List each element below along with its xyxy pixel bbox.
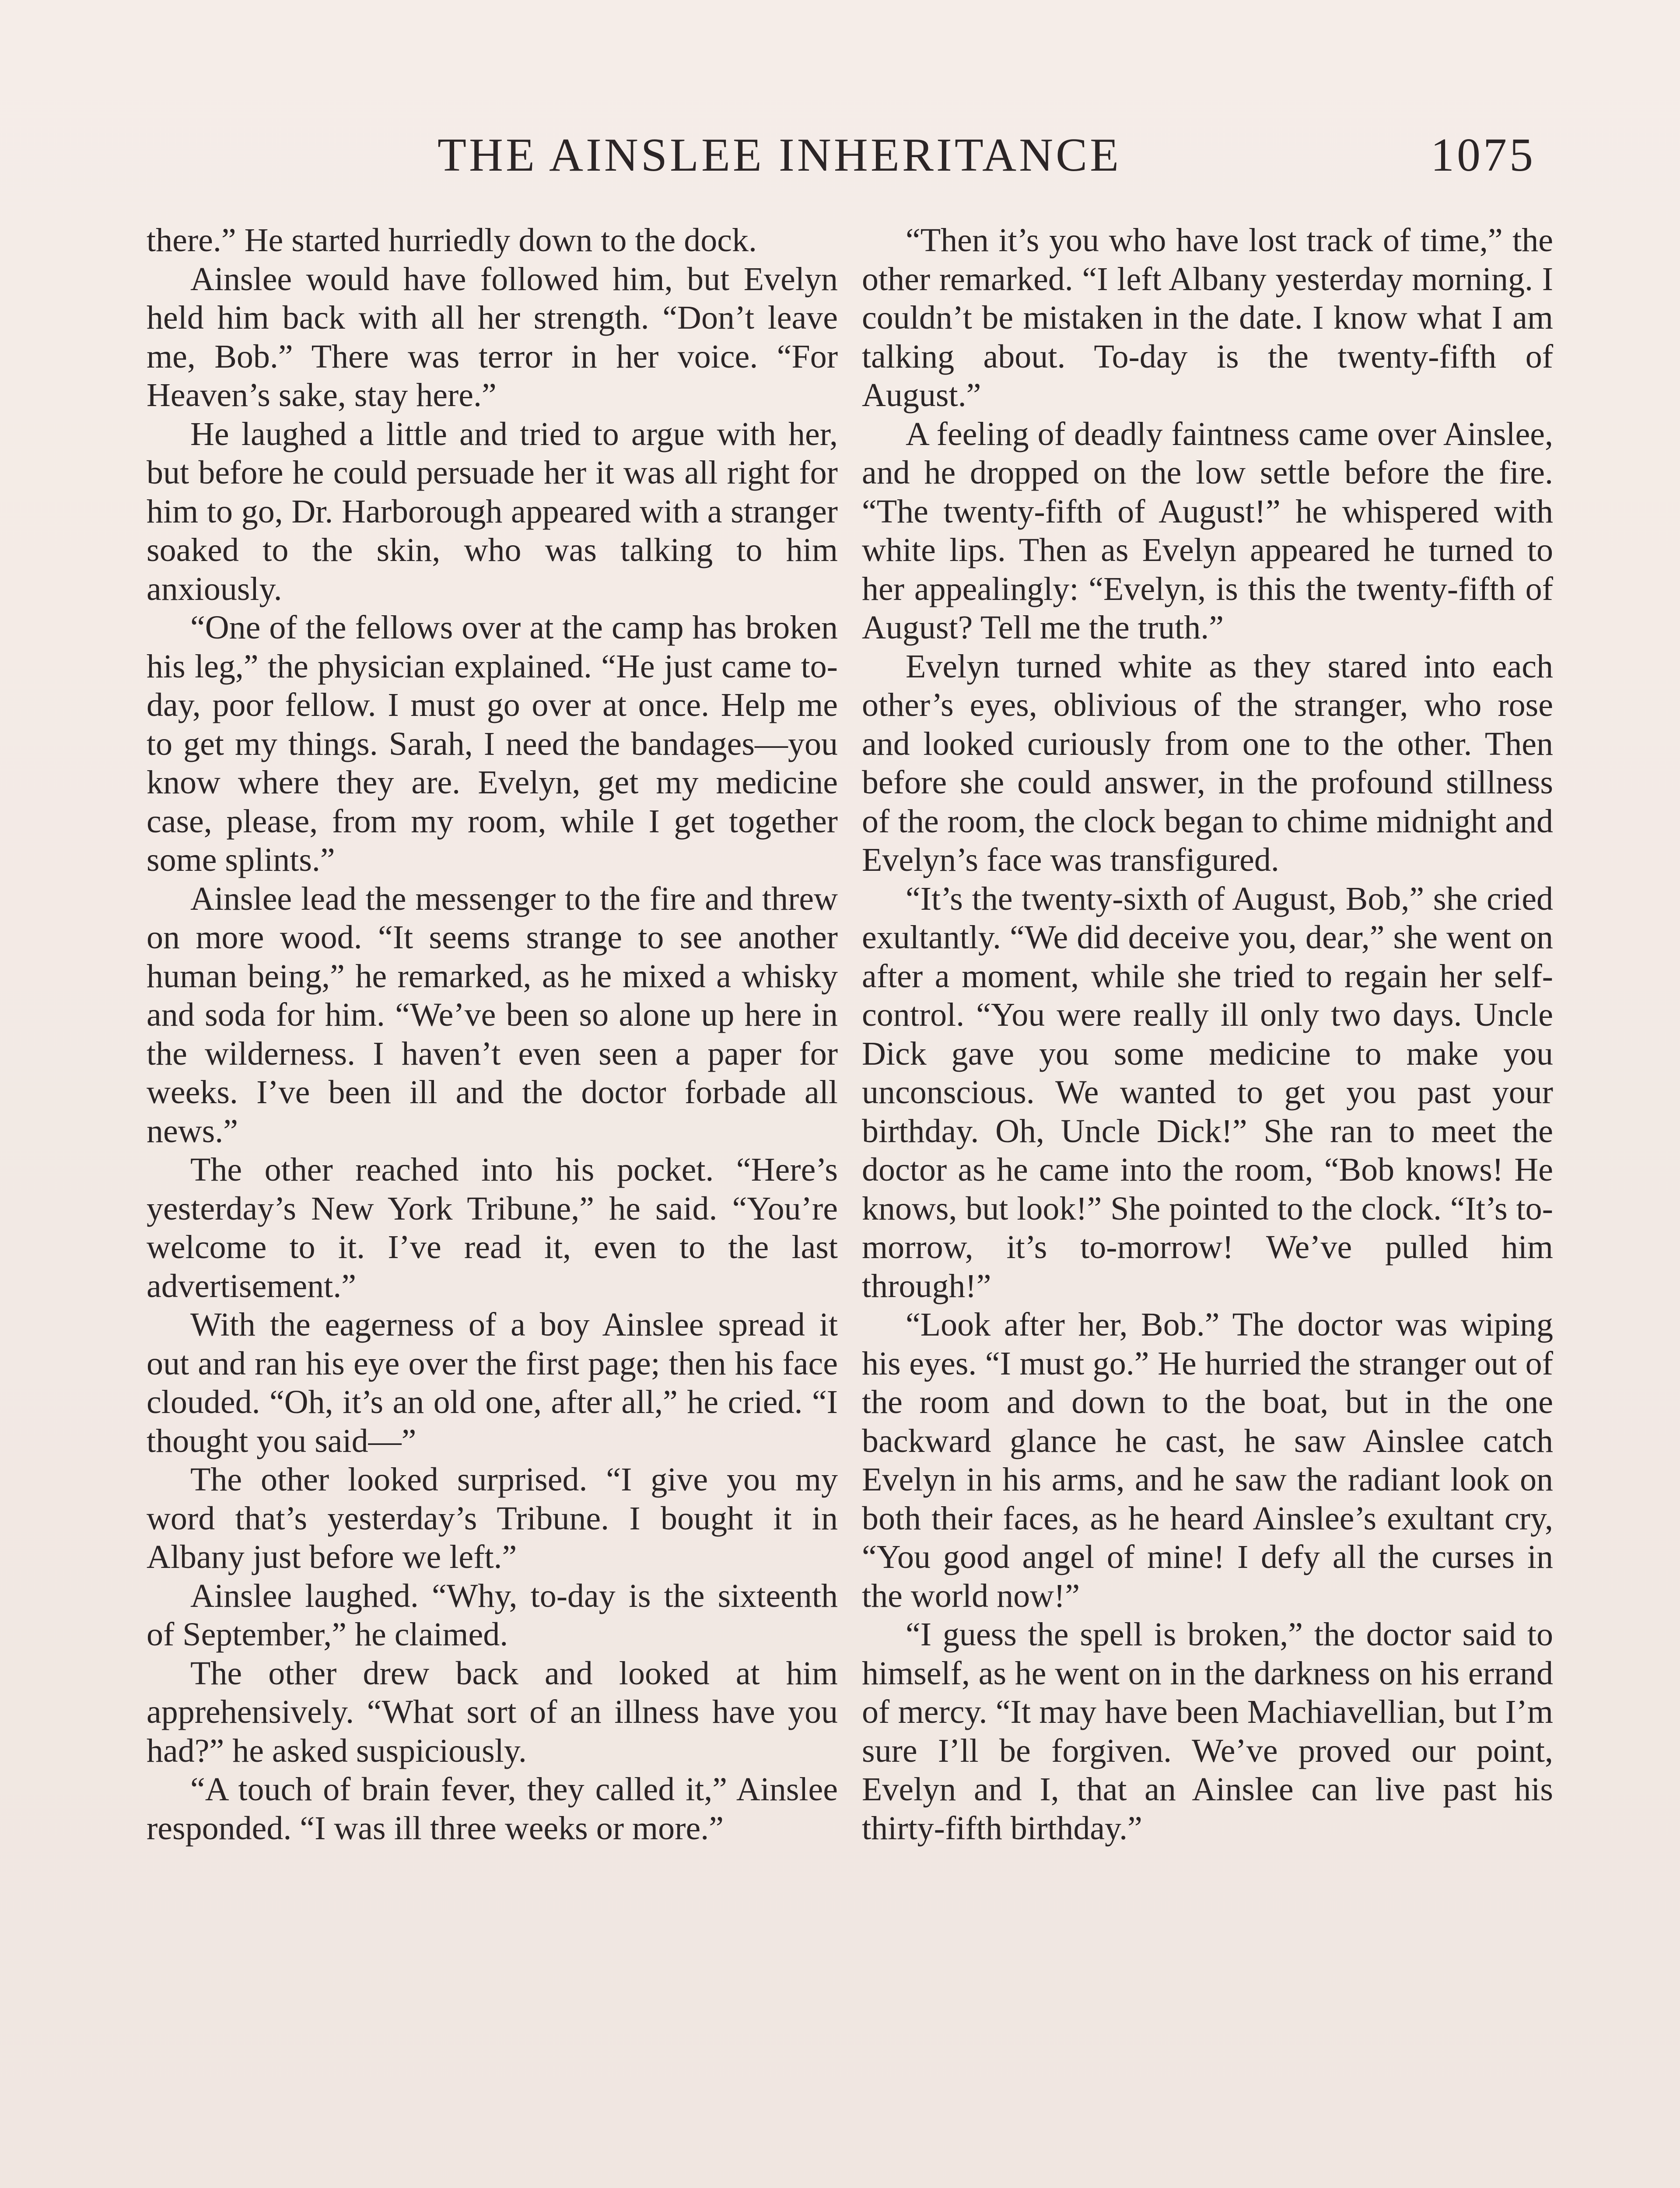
left-column (147, 221, 838, 1848)
paragraph: With the eagerness of a boy Ainslee spread it out and ran his eye over the first page; then his face clouded. “Oh, it’s an old one, after all,” he cried. “I thought you said—” (147, 1306, 838, 1459)
paragraph: Evelyn turned white as they stared into each other’s eyes, oblivious of the stranger, who rose and looked curiously from one to the other. Then before she could answer, in the profound stillness of the room, the clock began to chime midnight and Evelyn’s face was transfigured. (862, 648, 1553, 878)
paragraph: “Then it’s you who have lost track of time,” the other remarked. “I left Albany yesterday morning. I couldn’t be mistaken in the date. I know what I am talking about. To-day is the twenty-fifth of August.” (862, 222, 1553, 414)
paragraph: Ainslee would have followed him, but Evelyn held him back with all her strength. “Don’t leave me, Bob.” There was terror in her voice. “For Heaven’s sake, stay here.” (147, 260, 838, 414)
paragraph: there.” He started hurriedly down to the dock. (147, 222, 757, 259)
paragraph: Ainslee laughed. “Why, to-day is the sixteenth of September,” he claimed. (147, 1577, 838, 1653)
running-title: THE AINSLEE INHERITANCE (438, 129, 1122, 181)
paragraph: “I guess the spell is broken,” the doctor said to himself, as he went on in the darkness on his errand of mercy. “It may have been Machiavellian, but I’m sure I’ll be forgiven. We’ve proved our point, Evelyn and I, that an Ainslee can live past his thirty-fifth birthday.” (862, 1616, 1553, 1847)
paragraph: “A touch of brain fever, they called it,” Ainslee responded. “I was ill three weeks or more.” (147, 1771, 838, 1847)
paragraph: The other drew back and looked at him apprehensively. “What sort of an illness have you had?” he asked suspiciously. (147, 1655, 838, 1769)
paragraph: A feeling of deadly faintness came over Ainslee, and he dropped on the low settle before the fire. “The twenty-fifth of August!” he whispered with white lips. Then as Evelyn appeared he turned to her appealingly: “Evelyn, is this the twenty-fifth of August? Tell me the truth.” (862, 415, 1553, 646)
paragraph: The other reached into his pocket. “Here’s yesterday’s New York Tribune,” he said. “You’re welcome to it. I’ve read it, even to the last advertisement.” (147, 1151, 838, 1304)
page-number: 1075 (1431, 129, 1536, 181)
paragraph: The other looked surprised. “I give you my word that’s yesterday’s Tribune. I bought it in Albany just before we left.” (147, 1461, 838, 1575)
paragraph: Ainslee lead the messenger to the fire and threw on more wood. “It seems strange to see another human being,” he remarked, as he mixed a whisky and soda for him. “We’ve been so alone up here in the wilderness. I haven’t even seen a paper for weeks. I’ve been ill and the doctor forbade all news.” (147, 880, 838, 1150)
paragraph: “Look after her, Bob.” The doctor was wiping his eyes. “I must go.” He hurried the stranger out of the room and down to the boat, but in the one backward glance he cast, he saw Ainslee catch Evelyn in his arms, and he saw the radiant look on both their faces, as he heard Ainslee’s exultant cry, “You good angel of mine! I defy all the curses in the world now!” (862, 1306, 1553, 1614)
running-head (438, 127, 1536, 184)
paragraph: “One of the fellows over at the camp has broken his leg,” the physician explained. “He just came to-day, poor fellow. I must go over at once. Help me to get my things. Sarah, I need the bandages—you know where they are. Evelyn, get my medicine case, please, from my room, while I get together some splints.” (147, 609, 838, 878)
paragraph: “It’s the twenty-sixth of August, Bob,” she cried exultantly. “We did deceive you, dear,” she went on after a moment, while she tried to regain her self-control. “You were really ill only two days. Uncle Dick gave you some medicine to make you unconscious. We wanted to get you past your birthday. Oh, Uncle Dick!” She ran to meet the doctor as he came into the room, “Bob knows! He knows, but look!” She pointed to the clock. “It’s to-morrow, it’s to-morrow! We’ve pulled him through!” (862, 880, 1553, 1304)
right-column (862, 221, 1553, 1848)
paragraph: He laughed a little and tried to argue with her, but before he could persuade her it was all right for him to go, Dr. Harborough appeared with a stranger soaked to the skin, who was talking to him anxiously. (147, 415, 838, 607)
